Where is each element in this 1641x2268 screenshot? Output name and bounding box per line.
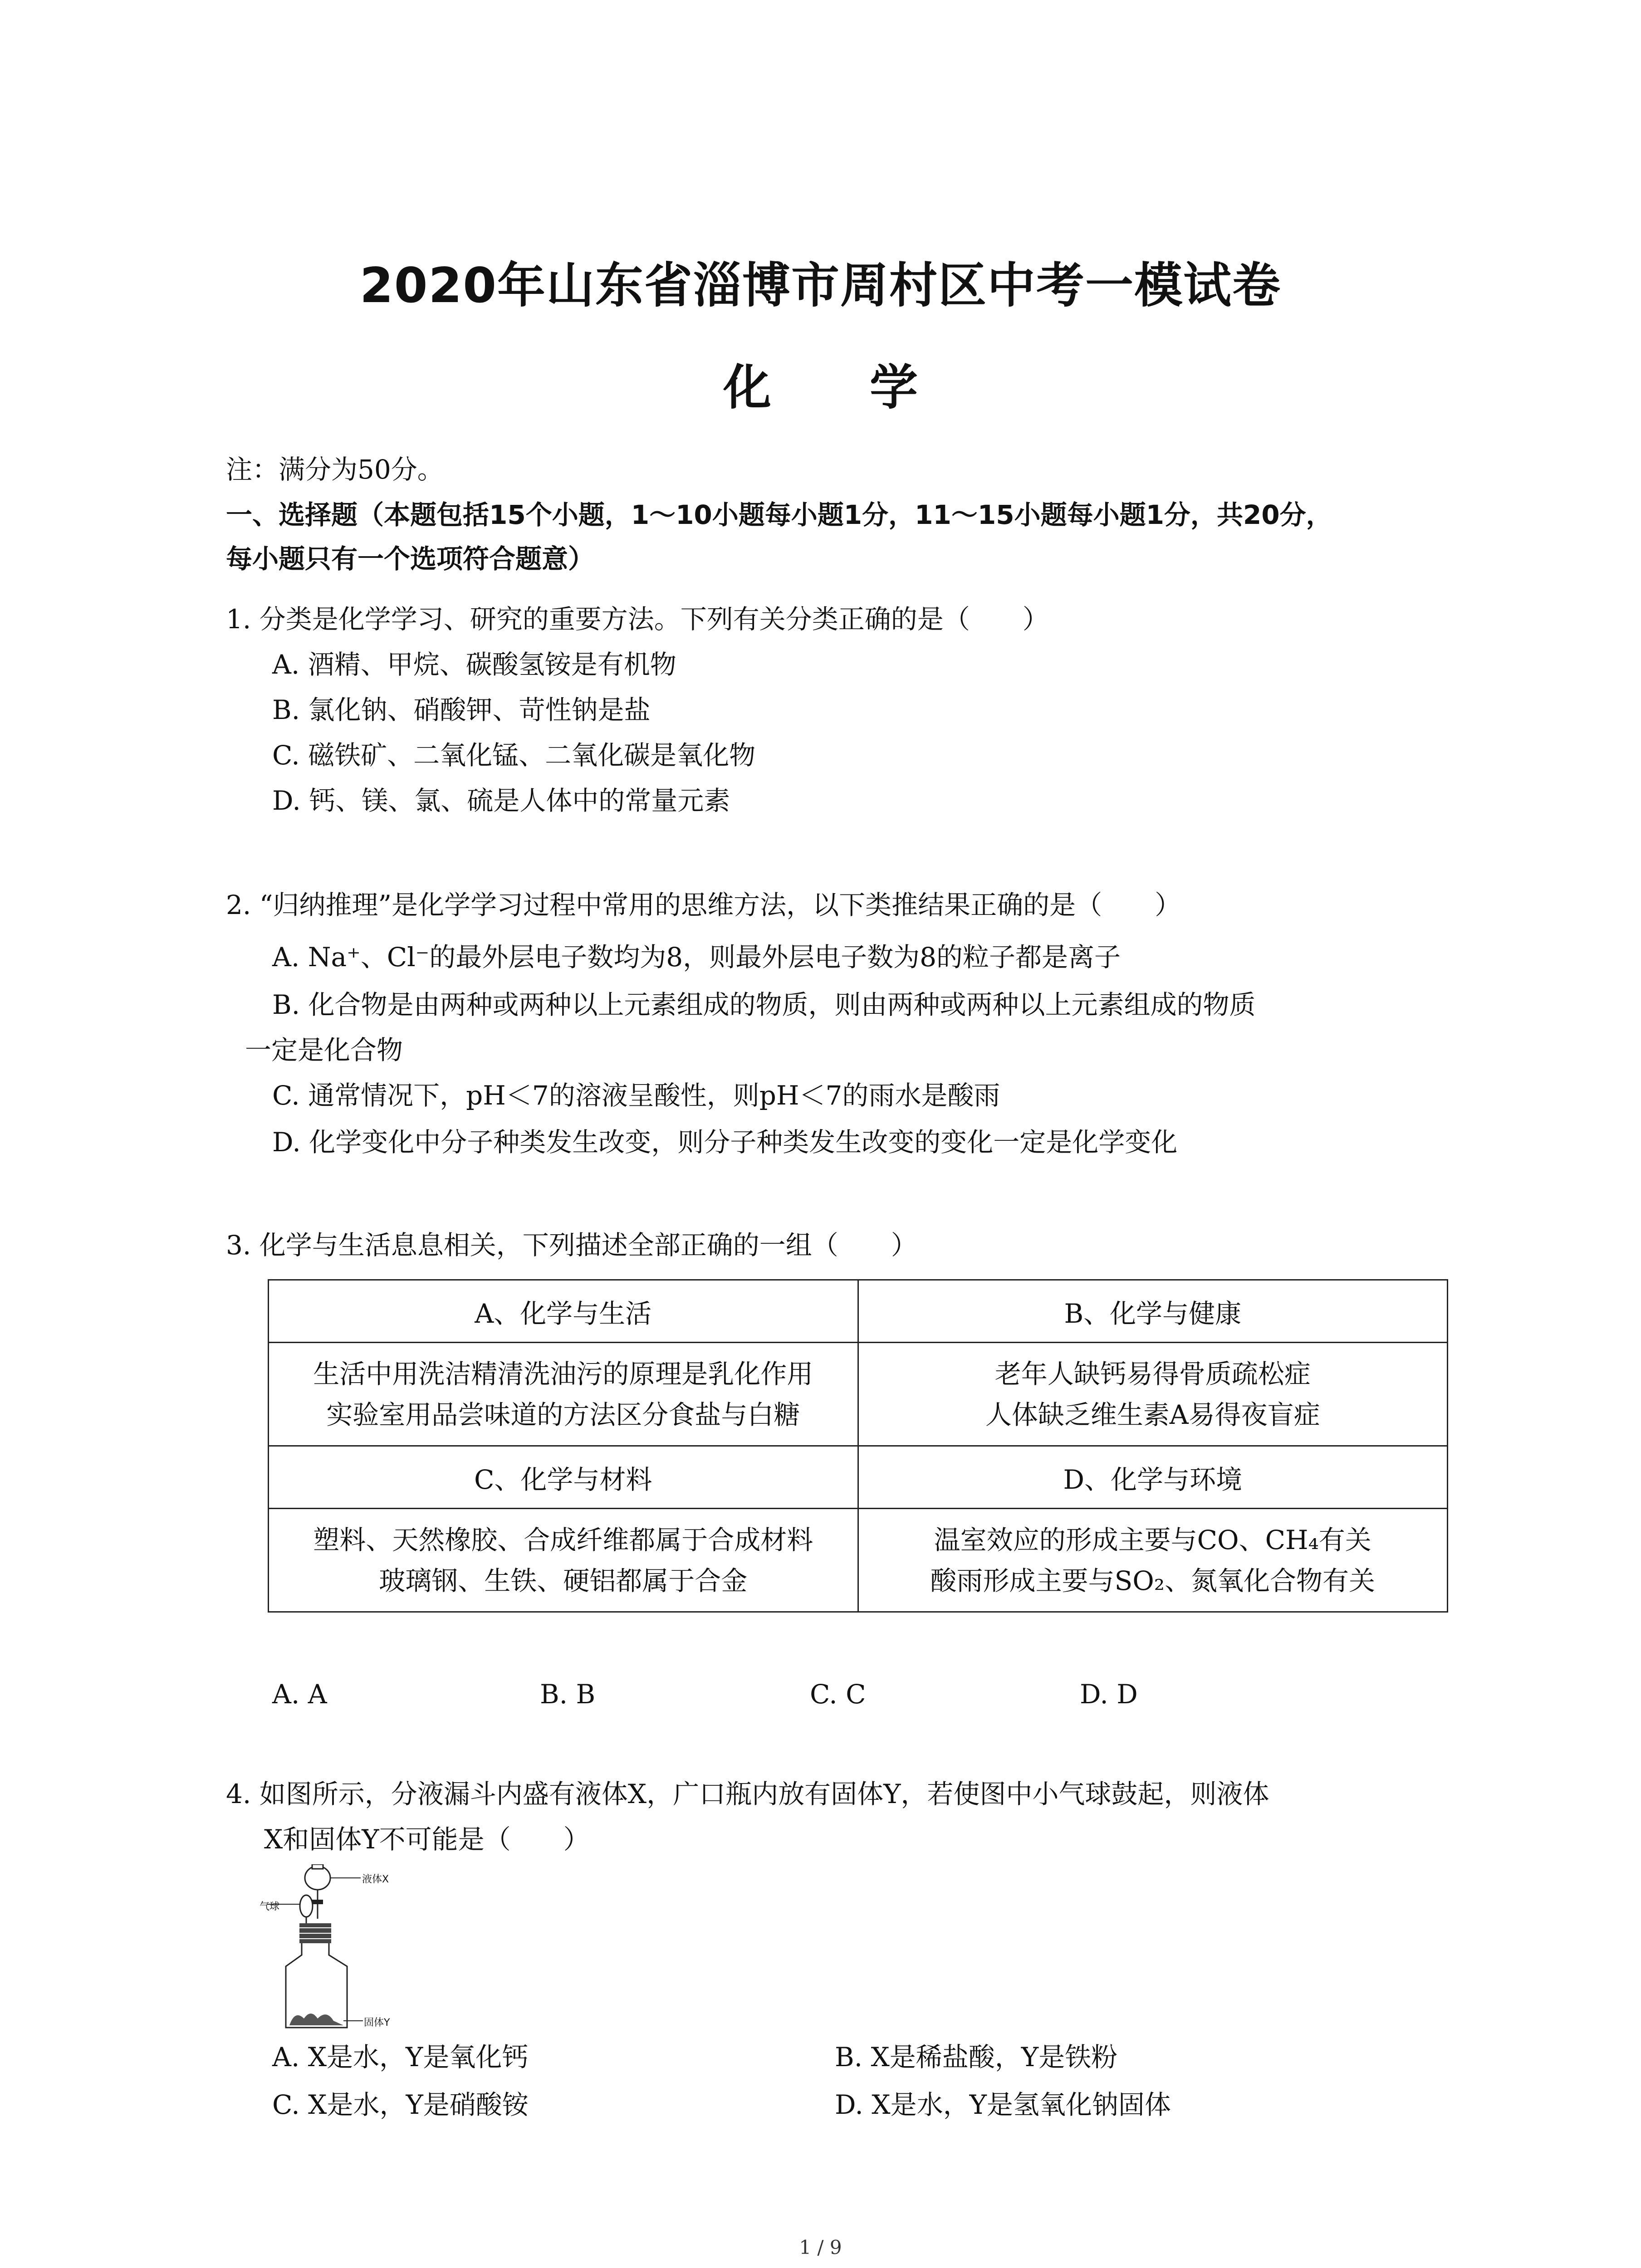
cell-d-body: [858, 1509, 1448, 1612]
q3-option-d: D. D: [1080, 1679, 1138, 1710]
q4-option-c: C. X是水，Y是硝酸铵: [272, 2089, 529, 2120]
cell-b-line1: 老年人缺钙易得骨质疏松症: [994, 1358, 1311, 1389]
q1-option-b: B. 氯化钠、硝酸钾、苛性钠是盐: [272, 694, 651, 725]
q3-option-a: A. A: [272, 1679, 327, 1710]
q4-option-d: D. X是水，Y是氢氧化钠固体: [835, 2089, 1171, 2120]
cell-c-line1: 塑料、天然橡胶、合成纤维都属于合成材料: [313, 1524, 813, 1555]
q1-option-c: C. 磁铁矿、二氧化锰、二氧化碳是氧化物: [272, 740, 756, 771]
cell-a-line2: 实验室用品尝味道的方法区分食盐与白糖: [326, 1399, 800, 1430]
page-number: 1 / 9: [799, 2236, 842, 2258]
q2-option-d: D. 化学变化中分子种类发生改变，则分子种类发生改变的变化一定是化学变化: [272, 1127, 1178, 1158]
cell-b-heading: B、化学与健康: [858, 1280, 1448, 1343]
q3-stem: 3. 化学与生活息息相关，下列描述全部正确的一组（ ）: [226, 1230, 917, 1261]
page-title: 2020年山东省淄博市周村区中考一模试卷: [359, 258, 1282, 313]
q3-option-b: B. B: [540, 1679, 596, 1710]
q3-option-c: C. C: [810, 1679, 866, 1710]
cell-d-line1: 温室效应的形成主要与CO、CH₄有关: [934, 1524, 1372, 1555]
label-solid-y: 固体Y: [364, 2017, 390, 2028]
q1-option-d: D. 钙、镁、氯、硫是人体中的常量元素: [272, 785, 730, 816]
q2-option-b-line1: B. 化合物是由两种或两种以上元素组成的物质，则由两种或两种以上元素组成的物质: [272, 989, 1256, 1020]
cell-b-body: [858, 1343, 1448, 1446]
cell-a-heading: A、化学与生活: [269, 1280, 858, 1343]
cell-c-line2: 玻璃钢、生铁、硬铝都属于合金: [379, 1565, 748, 1596]
q2-option-c: C. 通常情况下，pH＜7的溶液呈酸性，则pH＜7的雨水是酸雨: [272, 1080, 1000, 1111]
section-heading-line2: 每小题只有一个选项符合题意）: [226, 543, 595, 574]
q2-option-b-line2: 一定是化合物: [245, 1035, 403, 1066]
q2-stem: 2. “归纳推理”是化学学习过程中常用的思维方法，以下类推结果正确的是（ ）: [226, 890, 1181, 920]
cell-d-line2: 酸雨形成主要与SO₂、氮氧化合物有关: [930, 1565, 1376, 1596]
subject-heading: 化 学: [723, 360, 959, 415]
q4-option-a: A. X是水，Y是氧化钙: [272, 2042, 529, 2072]
q4-stem-line2: X和固体Y不可能是（ ）: [264, 1824, 590, 1855]
q1-option-a: A. 酒精、甲烷、碳酸氢铵是有机物: [272, 649, 676, 680]
q4-stem-line1: 4. 如图所示，分液漏斗内盛有液体X，广口瓶内放有固体Y，若使图中小气球鼓起，则液体: [226, 1779, 1269, 1809]
cell-b-line2: 人体缺乏维生素A易得夜盲症: [985, 1399, 1320, 1430]
cell-c-heading: C、化学与材料: [269, 1446, 858, 1509]
cell-a-body: [269, 1343, 858, 1446]
q2-option-a: A. Na⁺、Cl⁻的最外层电子数均为8，则最外层电子数为8的粒子都是离子: [272, 942, 1121, 973]
q1-stem: 1. 分类是化学学习、研究的重要方法。下列有关分类正确的是（ ）: [226, 604, 1049, 635]
apparatus-figure: [259, 1864, 404, 2037]
cell-c-body: [269, 1509, 858, 1612]
cell-a-line1: 生活中用洗洁精清洗油污的原理是乳化作用: [313, 1358, 813, 1389]
label-liquid-x: 液体X: [362, 1874, 389, 1885]
apparatus-diagram: [259, 1864, 404, 2037]
q3-table: [268, 1279, 1448, 1613]
score-note: 注：满分为50分。: [226, 454, 444, 485]
section-heading-line1: 一、选择题（本题包括15个小题，1～10小题每小题1分，11～15小题每小题1分，共20分，: [226, 499, 1332, 530]
label-balloon: 气球: [260, 1901, 280, 1912]
q4-option-b: B. X是稀盐酸，Y是铁粉: [835, 2042, 1118, 2072]
cell-d-heading: D、化学与环境: [858, 1446, 1448, 1509]
